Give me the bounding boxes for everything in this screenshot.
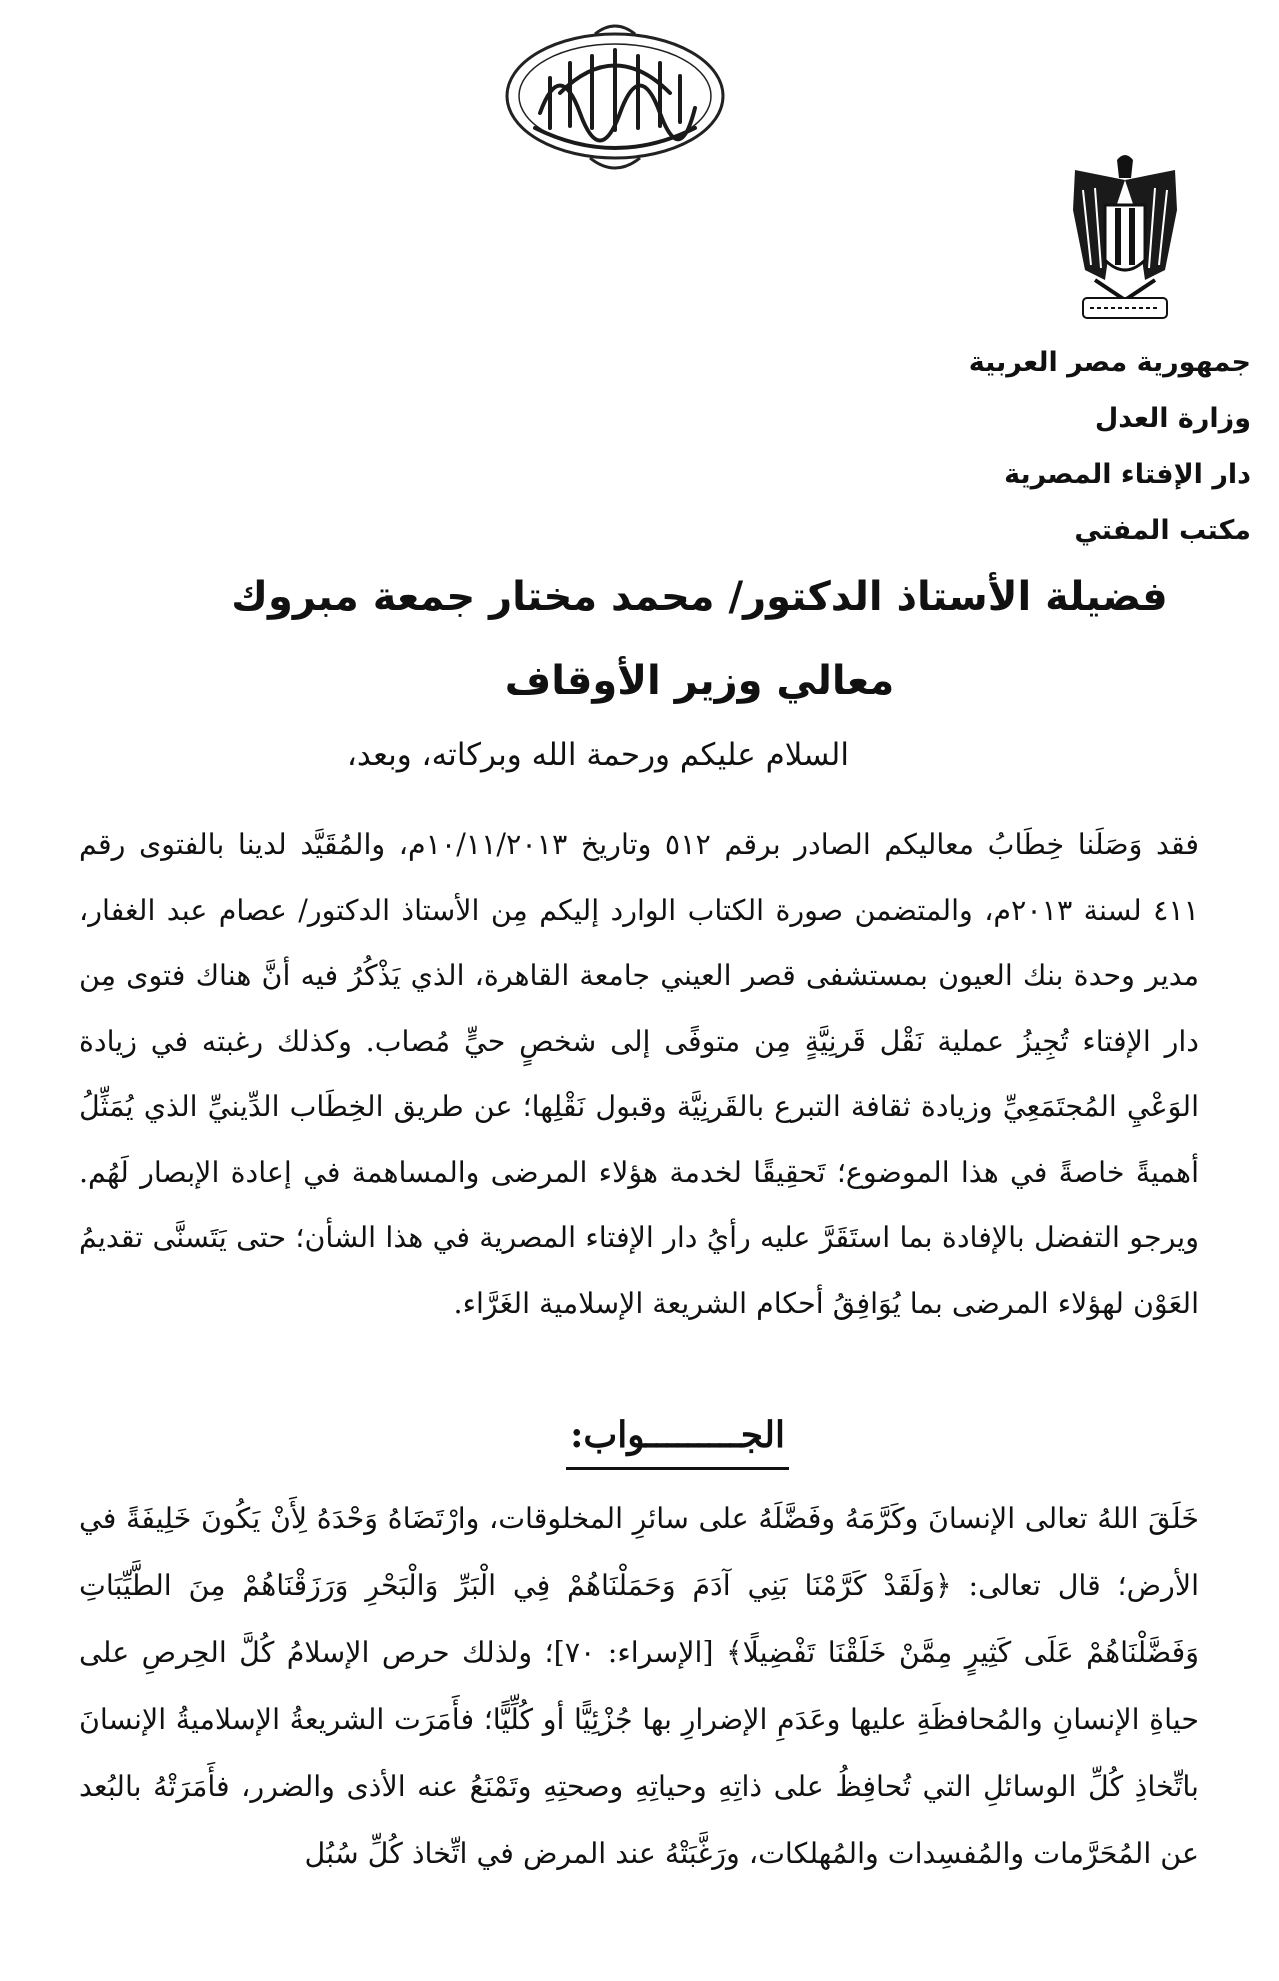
eagle-emblem-drawing (1065, 150, 1185, 325)
letterhead-country: جمهورية مصر العربية (968, 347, 1251, 378)
addressee-block (0, 555, 1279, 723)
intro-paragraph: فقد وَصَلَنا خِطَابُ معاليكم الصادر برقم ٥١٢ وتاريخ ١٠/١١/٢٠١٣م، والمُقَيَّد لدينا بالفتوى رقم ٤١١ لسنة ٢٠١٣م، والمتضمن صورة الكتاب الوارد إليكم مِن الأستاذ الدكتور/ عصام عبد الغفار، مدير وحدة بنك العيون بمستشفى قصر العيني جامعة القاهرة، الذي يَذْكُرُ فيه أنَّ هناك فتوى مِن دار الإفتاء تُجِيزُ عملية نَقْل قَرنِيَّةٍ مِن متوفًى إلى شخصٍ حيٍّ مُصاب. وكذلك رغبته في زيادة الوَعْيِ المُجتَمَعِيِّ وزيادة ثقافة التبرع بالقَرنِيَّة وقبول نَقْلِها؛ عن طريق الخِطَاب الدِّينيِّ الذي يُمَثِّلُ أهميةً خاصةً في هذا الموضوع؛ تَحقِيقًا لخدمة هؤلاء المرضى والمساهمة في إعادة الإبصار لَهُم. ويرجو التفضل بالإفادة بما استَقَرَّ عليه رأيُ دار الإفتاء المصرية في هذا الشأن؛ حتى يَتَسنَّى تقديمُ العَوْن لهؤلاء المرضى بما يُوَافِقُ أحكام الشريعة الإسلامية الغَرَّاء. (79, 828, 1199, 1320)
addressee-name: فضيلة الأستاذ الدكتور/ محمد مختار جمعة مبروك (231, 574, 1168, 620)
letterhead-institution: دار الإفتاء المصرية (1004, 459, 1251, 490)
greeting: السلام عليكم ورحمة الله وبركاته، وبعد، (346, 737, 849, 773)
letterhead-office: مكتب المفتي (1074, 515, 1251, 546)
answer-heading: الجـــــــــواب: (566, 1405, 789, 1470)
answer-paragraph: خَلَقَ اللهُ تعالى الإنسانَ وكَرَّمَهُ وفَضَّلَهُ على سائرِ المخلوقات، وارْتَضَاهُ وَحْدَهُ لِأَنْ يَكُونَ خَلِيفَةً في الأرض؛ قال تعالى: ﴿وَلَقَدْ كَرَّمْنَا بَنِي آدَمَ وَحَمَلْنَاهُمْ فِي الْبَرِّ وَالْبَحْرِ وَرَزَقْنَاهُمْ مِنَ الطَّيِّبَاتِ وَفَضَّلْنَاهُمْ عَلَى كَثِيرٍ مِمَّنْ خَلَقْنَا تَفْضِيلًا﴾ [الإسراء: ٧٠]؛ ولذلك حرص الإسلامُ كُلَّ الحِرصِ على حياةِ الإنسانِ والمُحافظَةِ عليها وعَدَمِ الإضرارِ بها جُزْئِيًّا أو كُلِّيًّا؛ فأَمَرَت الشريعةُ الإسلاميةُ الإنسانَ باتِّخاذِ كُلِّ الوسائلِ التي تُحافِظُ على ذاتِهِ وحياتِهِ وصحتِهِ وتَمْنَعُ عنه الأذى والضرر، فأَمَرَتْهُ بالبُعد عن المُحَرَّمات والمُفسِدات والمُهلكات، ورَغَّبَتْهُ عند المرض في اتِّخاذ كُلِّ سُبُل (79, 1502, 1199, 1870)
basmala-calligraphy-drawing (500, 18, 730, 178)
addressee-title: معالي وزير الأوقاف (504, 658, 895, 704)
egypt-eagle-emblem (1065, 150, 1185, 325)
basmala-calligraphy-seal (500, 18, 730, 178)
letterhead (969, 335, 1251, 559)
letterhead-ministry: وزارة العدل (1094, 403, 1251, 434)
